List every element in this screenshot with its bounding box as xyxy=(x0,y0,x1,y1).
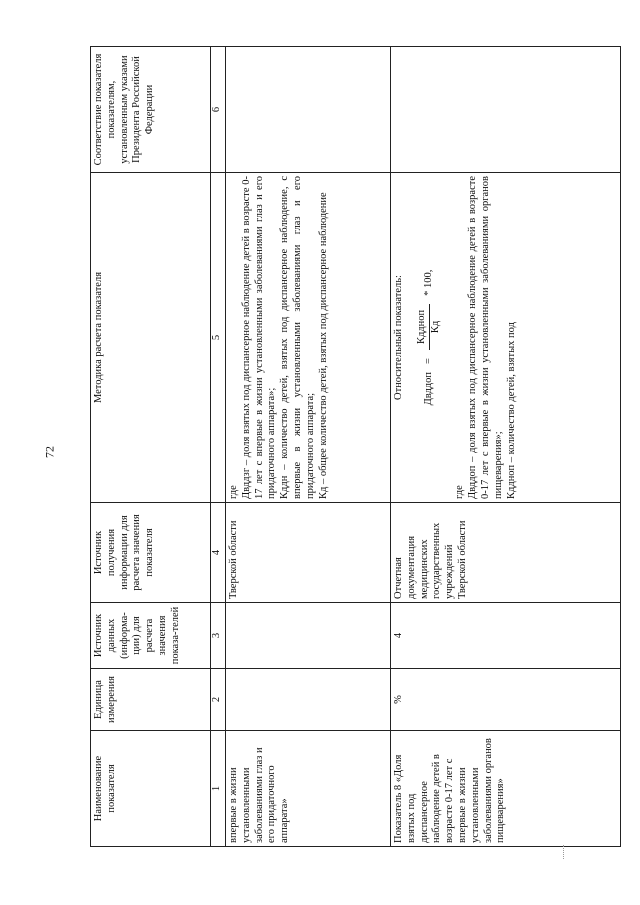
indicator-table xyxy=(90,46,621,847)
column-number-row xyxy=(211,47,226,847)
formula-tail: * 100, xyxy=(422,269,434,296)
scan-mark xyxy=(563,845,568,859)
formula-denominator: Кд xyxy=(429,320,441,334)
method-line: Двддзг – доля взятых под диспансерное наблюдение детей в возрасте 0-17 лет с впервые в жизни установленными заболеваниями глаз и его придаточного аппарата»; xyxy=(240,176,278,499)
indicator-compliance xyxy=(226,47,391,173)
indicator-method xyxy=(226,173,391,503)
method-line: Кддн – количество детей, взятых под диспансерное наблюдение, с впервые в жизни установленными заболеваниями глаз и его придаточного аппарата; xyxy=(279,176,316,499)
method-line: где xyxy=(228,485,239,499)
column-number: 6 xyxy=(211,47,226,173)
formula-numerator: Кддноп xyxy=(416,304,430,350)
formula-equals: = xyxy=(422,358,434,364)
formula xyxy=(416,176,443,499)
column-number: 5 xyxy=(211,173,226,503)
table-row xyxy=(226,47,391,847)
indicator-unit: % xyxy=(391,669,621,731)
column-number: 4 xyxy=(211,503,226,603)
header-info-source: Источник получения информации для расчета значения показателя xyxy=(91,503,211,603)
formula-fraction xyxy=(416,304,443,350)
column-number: 1 xyxy=(211,731,226,847)
page-number: 72 xyxy=(42,446,57,458)
method-line: где xyxy=(454,485,466,499)
table-row xyxy=(391,47,621,847)
indicator-info-source: Отчетная документация медицинских государственных учреждений Тверской области xyxy=(391,503,621,603)
method-line: Кд – общее количество детей, взятых под диспансерное наблюдение xyxy=(317,192,329,499)
method-line: Кддноп – количество детей, взятых под xyxy=(505,322,517,499)
header-data-source: Источник данных (информа-ции) для расчета значения показа-телей xyxy=(91,603,211,669)
indicator-name: Показатель 8 «Доля взятых под диспансерное наблюдение детей в возрасте 0-17 лет с впервые в жизни установленными заболеваниями органов пищеварения» xyxy=(391,731,621,847)
method-line: Двддоп – доля взятых под диспансерное наблюдение детей в возрасте 0-17 лет с впервые в жизни установленными заболеваниями органов пищеварения»; xyxy=(467,176,504,499)
method-intro: Относительный показатель: xyxy=(393,275,404,400)
indicator-name: впервые в жизни установленными заболеваниями глаз и его придаточного аппарата» xyxy=(226,731,391,847)
indicator-data-source: 4 xyxy=(391,603,621,669)
header-compliance: Соответствие показателя показателям, установленным указами Президента Российской Федерации xyxy=(91,47,211,173)
indicator-unit xyxy=(226,669,391,731)
indicator-compliance xyxy=(391,47,621,173)
table-container xyxy=(90,47,622,847)
indicator-method xyxy=(391,173,621,503)
header-name: Наименование показателя xyxy=(91,731,211,847)
indicator-data-source xyxy=(226,603,391,669)
column-number: 2 xyxy=(211,669,226,731)
column-number: 3 xyxy=(211,603,226,669)
header-row xyxy=(91,47,211,847)
indicator-info-source: Тверской области xyxy=(226,503,391,603)
formula-lhs: Двддоп xyxy=(422,371,434,406)
header-method: Методика расчета показателя xyxy=(91,173,211,503)
header-unit: Единица измерения xyxy=(91,669,211,731)
